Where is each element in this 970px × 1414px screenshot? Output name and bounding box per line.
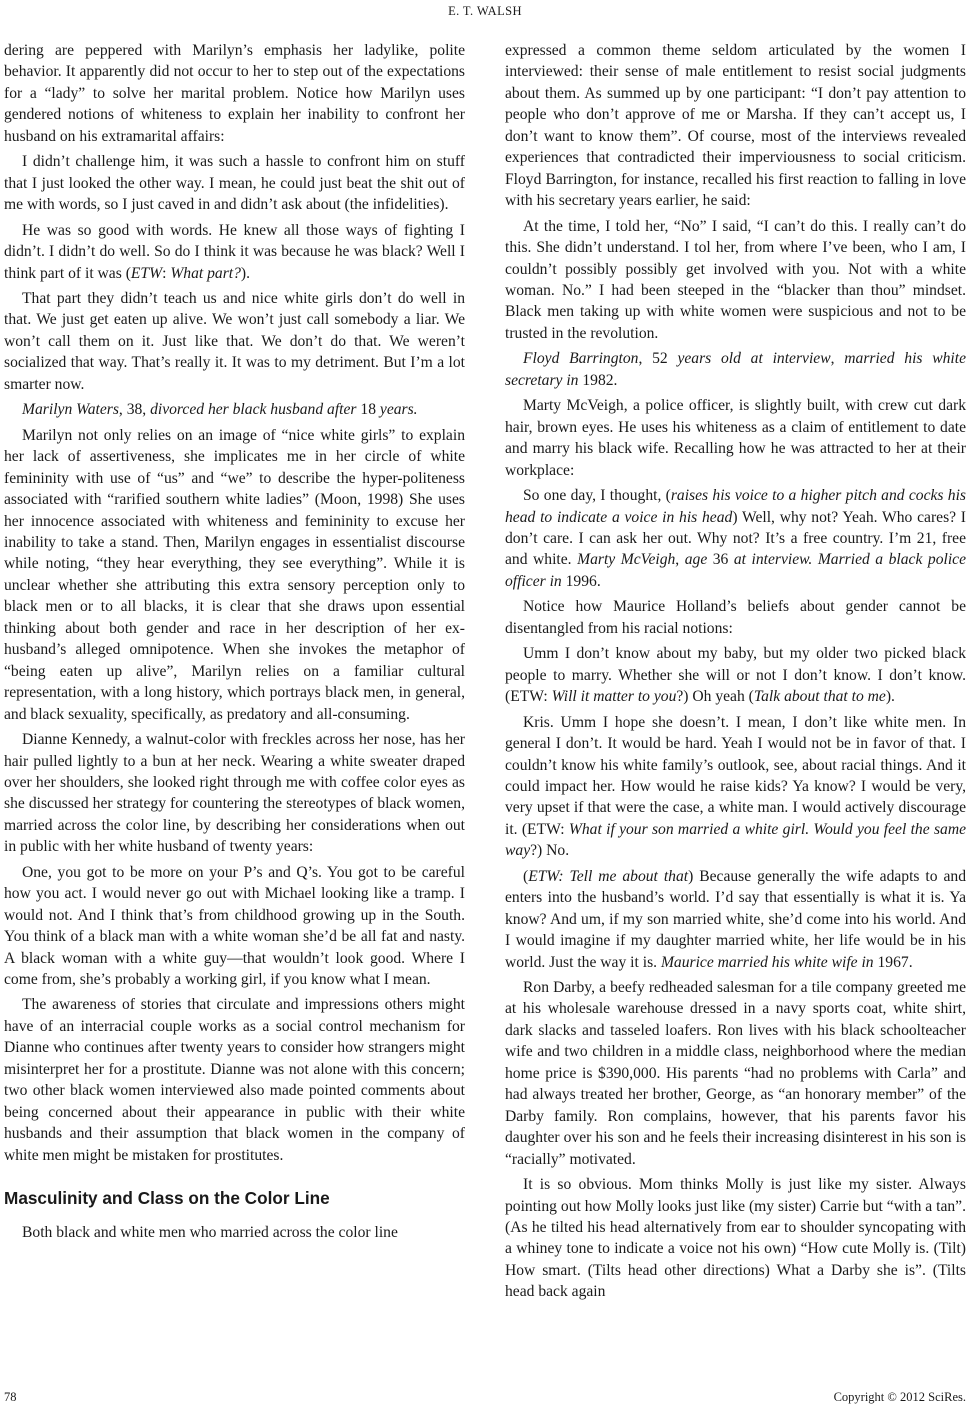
quote-paragraph: I didn’t challenge him, it was such a hassle to confront him on stuff that I just looked the other way. I mean, he could just beat the shit out of me with words, so I just caved in and didn’t ask about (the infidelities). — [4, 153, 465, 214]
attribution-desc: Maurice married his white wife in — [660, 953, 874, 971]
quote-paragraph — [505, 643, 966, 707]
attribution-name: Floyd Barrington — [523, 350, 639, 368]
text-run: Umm I don’t know about my baby, but my older two picked black people to marry. Whether she will or not I don’t know. I don’t know. (ETW: — [505, 645, 966, 706]
text-run: ( — [523, 867, 529, 885]
paragraph: Marty McVeigh, a police officer, is slightly built, with crew cut dark hair, brown eyes. He uses his whiteness as a claim of entitlement to date and marry his black wife. Recalling how he was attracted to her at their workplace: — [505, 397, 966, 479]
attribution-name: Marty McVeigh — [577, 551, 676, 569]
text-run: , 38, — [118, 401, 151, 419]
text-run: Kris. Umm I hope she doesn’t. I mean, I don’t like white men. In general I don’t. It would be hard. Yeah I would not be in favor of that. I couldn’t know his white family’s outlook, see, about racial things. And it could impact her. How would he raise kids? Ya know? I would be very, very upset if that were the case, a white man. I would actively discourage it. (ETW: — [505, 713, 966, 838]
section-heading: Masculinity and Class on the Color Line — [4, 1188, 330, 1209]
quote-paragraph: One, you got to be more on your P’s and Q’s. You got to be careful how you act. I would never go out with Michael looking like a tramp. I would not. And I think that’s from childhood growing up in the South. You think of a black man with a white woman she’d be all fat and nasty. A black woman with a white guy—that wouldn’t look good. Where I come from, she’s probably a working girl, if you know what I mean. — [4, 863, 465, 989]
text-run: ?) Oh yeah ( — [676, 688, 754, 706]
text-run: 1996. — [561, 572, 601, 590]
paragraph: expressed a common theme seldom articulated by the women I interviewed: their sense of male entitlement to resist social judgments about them. As summed up by one participant: “I don’t pay attention to people who don’t approve of me or Marsha. If they can’t accept us, I don’t want to know them”. Of course, most of the interviews revealed experiences that contradicted their imperviousness to social criticism. Floyd Barrington, for instance, recalled his first reaction to falling in love with his secretary years earlier, he said: — [505, 42, 966, 210]
interviewer-question: What if your son married a white girl. Would you feel the same way — [505, 820, 967, 860]
text-run: , 52 — [638, 350, 678, 368]
quote-paragraph — [505, 712, 966, 862]
paragraph: Dianne Kennedy, a walnut-color with freckles across her nose, has her hair pulled lightly to a bun at her neck. Wearing a white sweater draped over her shoulders, she looked right through me with coffee color eyes as she discussed her strategy for countering the stereotypes of black women, married across the color line, by describing her considerations when out in public with her white husband of twenty years: — [4, 731, 465, 856]
quote-paragraph — [505, 485, 966, 592]
page-number: 78 — [4, 1390, 17, 1404]
attribution-desc: married his white secretary in — [505, 350, 967, 389]
paragraph: dering are peppered with Marilyn’s emphasis her ladylike, polite behavior. It apparently did not occur to her to step out of the expectations for a “lady” to solve her marital problem. Notice how Marilyn uses gendered notions of whiteness to explain her inability to confront her husband on his extramarital affairs: — [4, 42, 465, 145]
text-run: 1967. — [873, 953, 913, 971]
quote-paragraph: At the time, I told her, “No” I said, “I can’t do this. I really can’t do this. She didn’t understand. I tol her, from where I’ve been, who I am, I couldn’t possibly possibly get involved with you. Not with a white woman. No.” I had been steeped in the “blacker than thou” mindset. Black men taking up with white women were suspicious and not to be trusted in the revolution. — [505, 217, 966, 342]
stage-direction: raises his voice to a higher pitch and cocks his head to indicate a voice in his head — [505, 487, 966, 526]
text-run: , — [830, 350, 845, 368]
paragraph: Ron Darby, a beefy redheaded salesman for a tile company greeted me at his wholesale warehouse dressed in a navy sports coat, white shirt, dark slacks and tasseled loafers. Ron lives with his black schoolteacher wife and two children in a middle class, neighborhood where the median home price is $390,000. His parents “had no problems with Carla” and had always treated her brother, George, as “an honorary member” of the Darby family. Ron complains, however, that his parents favor his daughter over his son and he feels their increasing disinterest in his son is “racially” motivated. — [505, 979, 966, 1168]
attribution-name: Marilyn Waters — [22, 401, 119, 419]
text-run: ). — [240, 264, 251, 282]
quote-paragraph — [4, 220, 465, 284]
running-head: E. T. WALSH — [448, 4, 522, 18]
stage-direction: Talk about that to me — [753, 688, 886, 706]
text-run: So one day, I thought, ( — [523, 487, 671, 505]
text-run: , — [675, 551, 685, 569]
interviewer-tag: ETW — [130, 264, 163, 282]
text-run: 36 — [707, 551, 734, 569]
text-run: ?) No. — [530, 842, 570, 860]
text-run: He was so good with words. He knew all those ways of fighting I didn’t. I didn’t do well. So do I think it was because he was black? Well I think part of it was ( — [4, 221, 465, 282]
attribution-desc: age — [684, 551, 708, 569]
attribution-desc: divorced her black husband after — [150, 401, 357, 419]
paragraph: Both black and white men who married across the color line — [22, 1224, 398, 1242]
attribution-desc: years. — [379, 401, 418, 419]
interviewer-question: Will it matter to you — [551, 688, 677, 706]
attribution-desc: years old at interview — [677, 350, 831, 368]
paragraph: Marilyn not only relies on an image of “nice white girls” to explain her lack of assertiveness, she implicates me in her circle of white femininity with use of “us” and “we” to describe the hyper-politeness associated with “rarified southern white ladies” (Moon, 1998) She uses her innocence associated with whiteness and femininity to excuse her inability to take a stand. Then, Marilyn engages in essentialist discourse while noting, “they hear everything, they see everything”. While it is unclear whether she attributing this extra sensory perception only to black men or to all blacks, it is clear that she draws upon essential thinking about both gender and race in her description of her ex-husband’s alleged omnipotence. When she invokes the metaphor of “being eaten up alive”, Marilyn relies on a familiar cultural representation, with a long history, which portrays black men, in general, and black sexuality, specifically, as predatory and all-consuming. — [4, 426, 465, 723]
text-run: ) Well, why not? Yeah. Who cares? I don’t care. I can ask her out. Why not? It’s a free country. I’m 21, free and white. — [505, 508, 967, 569]
interviewer-question: ETW: Tell me about that — [528, 867, 689, 885]
attribution — [4, 399, 465, 420]
left-column — [4, 40, 465, 1248]
paragraph: Notice how Maurice Holland’s beliefs about gender cannot be disentangled from his racial notions: — [505, 598, 966, 637]
text-run: : — [162, 264, 171, 282]
text-run: 1982. — [578, 371, 618, 389]
text-run: ) Because generally the wife adapts to and enters into the husband’s world. I’d say that essentially is what it is. Ya know? And um, if my son married white, she’d come into his world. And I would imagine if my daughter married white, her life would be in his world. Just the way it is. — [505, 867, 967, 971]
interviewer-question: What part? — [170, 264, 241, 282]
attribution — [505, 348, 966, 391]
text-run: ). — [885, 688, 895, 706]
quote-paragraph: That part they didn’t teach us and nice white girls don’t do well in that. We just get eaten up alive. We won’t just call somebody a liar. We won’t call them on it. Just like that. We don’t do that. We weren’t socialized that way. That’s really it. It was to my detriment. But I’m a lot smarter now. — [4, 289, 465, 393]
text-run: 18 — [356, 401, 380, 419]
attribution-desc: at interview. Married a black police officer in — [505, 551, 967, 590]
paragraph: The awareness of stories that circulate and impressions others might have of an interracial couple works as a social control mechanism for Dianne who continues after twenty years to consider how strangers might misinterpret her for a prostitute. Dianne was not alone with this concern; two other black women interviewed also made pointed comments about being concerned about their appearance in public with their white husbands and their assumption that black women in the company of white men might be mistaken for prostitutes. — [4, 996, 465, 1164]
right-column — [505, 40, 966, 1307]
quote-paragraph: It is so obvious. Mom thinks Molly is just like my sister. Always pointing out how Molly looks just like (my sister) Carrie but “with a tan”. (As he tilted his head alternatively from ear to shoulder syncopating with a whiney tone to indicate a voice not his own) “How cute Molly is. (Tilt) How smart. (Tilts head other directions) What a Darby she is”. (Tilts head back again — [505, 1176, 966, 1301]
quote-paragraph — [505, 866, 966, 973]
copyright-notice: Copyright © 2012 SciRes. — [833, 1390, 966, 1404]
